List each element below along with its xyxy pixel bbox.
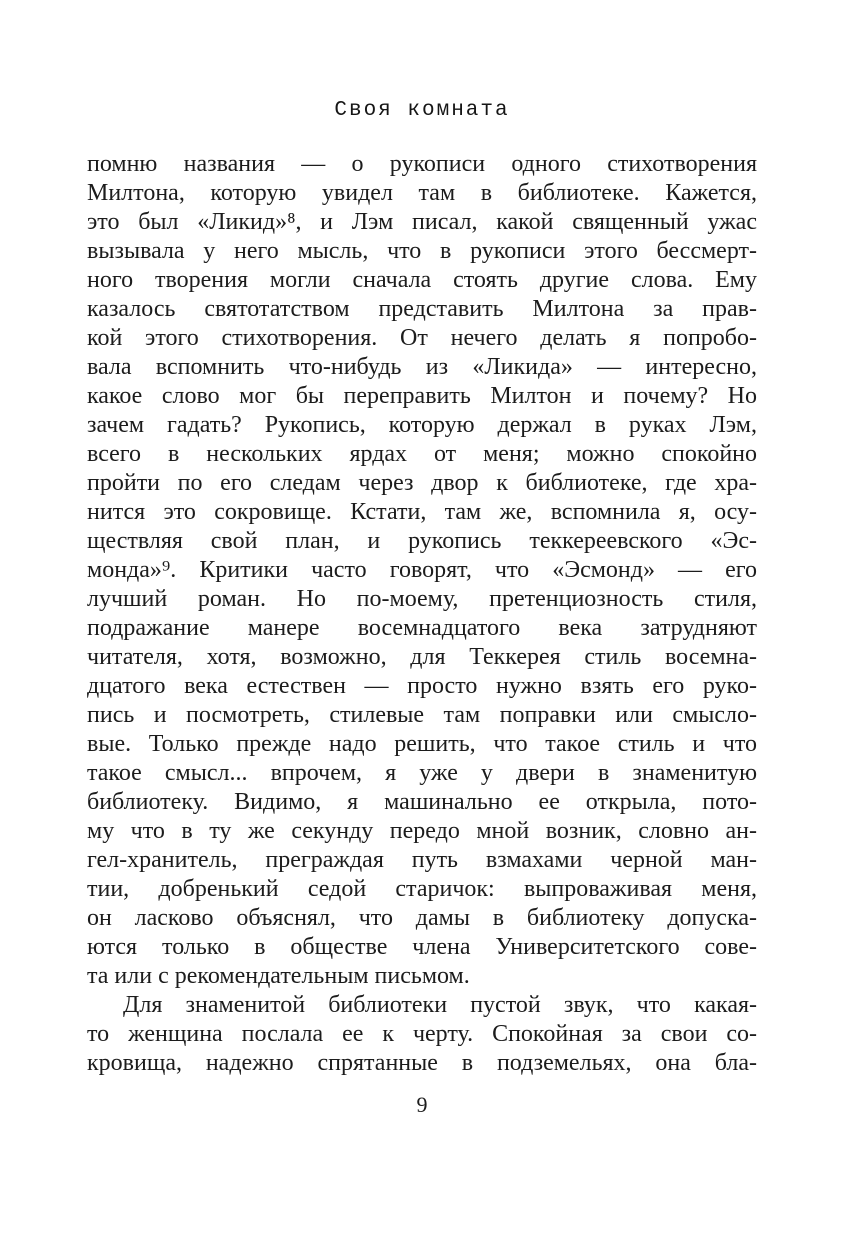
- text-line: всего в нескольких ярдах от меня; можно спокойно: [87, 441, 757, 467]
- text-line: пись и посмотреть, стилевые там поправки или смысло-: [87, 702, 757, 728]
- text-line: та или с рекомендательным письмом.: [87, 963, 470, 989]
- text-line: му что в ту же секунду передо мной возник, словно ан-: [87, 818, 757, 844]
- text-line: кровища, надежно спрятанные в подземельях, она бла-: [87, 1050, 757, 1076]
- text-line: Милтона, которую увидел там в библиотеке. Кажется,: [87, 180, 757, 206]
- text-line: кой этого стихотворения. От нечего делать я попробо-: [87, 325, 757, 351]
- text-line: то женщина послала ее к черту. Спокойная за свои со-: [87, 1021, 757, 1047]
- text-line: монда»⁹. Критики часто говорят, что «Эсмонд» — его: [87, 557, 757, 583]
- text-line: Для знаменитой библиотеки пустой звук, что какая-: [123, 992, 757, 1018]
- page-number: 9: [416, 1092, 428, 1117]
- text-line: нится это сокровище. Кстати, там же, вспомнила я, осу-: [87, 499, 757, 525]
- paragraph: [87, 150, 757, 991]
- text-line: казалось святотатством представить Милтона за прав-: [87, 296, 757, 322]
- text-line: вые. Только прежде надо решить, что такое стиль и что: [87, 731, 757, 757]
- text-line: это был «Ликид»⁸, и Лэм писал, какой священный ужас: [87, 209, 757, 235]
- text-line: помню названия — о рукописи одного стихотворения: [87, 151, 757, 177]
- text-line: зачем гадать? Рукопись, которую держал в руках Лэм,: [87, 412, 757, 438]
- text-line: такое смысл... впрочем, я уже у двери в знаменитую: [87, 760, 757, 786]
- text-line: гел-хранитель, преграждая путь взмахами черной ман-: [87, 847, 757, 873]
- text-line: ного творения могли сначала стоять другие слова. Ему: [87, 267, 757, 293]
- text-block: [87, 150, 757, 1078]
- text-line: ществляя свой план, и рукопись теккереевского «Эс-: [87, 528, 757, 554]
- text-line: вала вспомнить что-нибудь из «Ликида» — интересно,: [87, 354, 757, 380]
- paragraph: [87, 991, 757, 1078]
- running-header: Своя комната: [334, 99, 510, 122]
- text-line: ются только в обществе члена Университетского сове-: [87, 934, 757, 960]
- text-line: какое слово мог бы переправить Милтон и почему? Но: [87, 383, 757, 409]
- text-line: лучший роман. Но по-моему, претенциозность стиля,: [87, 586, 757, 612]
- text-line: он ласково объяснял, что дамы в библиотеку допуска-: [87, 905, 757, 931]
- text-line: читателя, хотя, возможно, для Теккерея стиль восемна-: [87, 644, 757, 670]
- text-line: подражание манере восемнадцатого века затрудняют: [87, 615, 757, 641]
- text-line: вызывала у него мысль, что в рукописи этого бессмерт-: [87, 238, 757, 264]
- text-line: пройти по его следам через двор к библиотеке, где хра-: [87, 470, 757, 496]
- text-line: тии, добренький седой старичок: выпроваживая меня,: [87, 876, 757, 902]
- text-line: дцатого века естествен — просто нужно взять его руко-: [87, 673, 757, 699]
- text-line: библиотеку. Видимо, я машинально ее открыла, пото-: [87, 789, 757, 815]
